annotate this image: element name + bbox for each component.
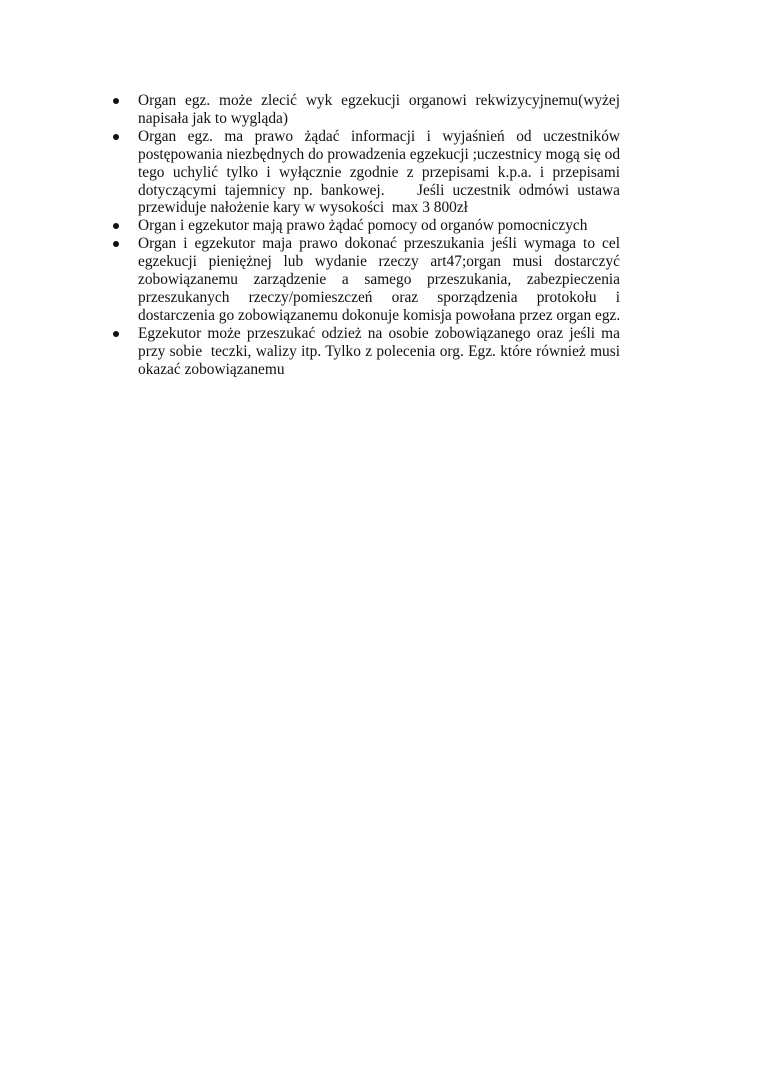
- bullet-icon: [113, 331, 119, 337]
- bullet-icon: [113, 98, 119, 104]
- text-line: dostarczenia go zobowiązanemu dokonuje komisja powołana przez organ egz.: [138, 306, 620, 324]
- text-line: Organ egz. ma prawo żądać informacji i wyjaśnień od uczestników: [138, 127, 620, 145]
- bullet-list: [112, 92, 620, 379]
- text-line: dotyczącymi tajemnicy np. bankowej. Jeśli uczestnik odmówi ustawa: [138, 181, 620, 199]
- bullet-icon: [113, 134, 119, 140]
- list-item: [112, 128, 620, 218]
- text-line: egzekucji pieniężnej lub wydanie rzeczy art47;organ musi dostarczyć: [138, 253, 620, 271]
- text-line: Organ i egzekutor mają prawo żądać pomocy od organów pomocniczych: [138, 217, 588, 235]
- text-line: przeszukanych rzeczy/pomieszczeń oraz sporządzenia protokołu i: [138, 288, 620, 306]
- list-item: [112, 92, 620, 128]
- text-line: Egzekutor może przeszukać odzież na osobie zobowiązanego oraz jeśli ma: [138, 324, 620, 342]
- text-line: przy sobie teczki, walizy itp. Tylko z polecenia org. Egz. które również musi: [138, 342, 620, 360]
- bullet-icon: [113, 223, 119, 229]
- text-line: napisała jak to wygląda): [138, 109, 289, 127]
- text-line: Organ i egzekutor maja prawo dokonać przeszukania jeśli wymaga to cel: [138, 235, 620, 253]
- text-line: postępowania niezbędnych do prowadzenia egzekucji ;uczestnicy mogą się od: [138, 145, 620, 163]
- text-line: przewiduje nałożenie kary w wysokości max 3 800zł: [138, 199, 468, 217]
- text-line: tego uchylić tylko i wyłącznie zgodnie z przepisami k.p.a. i przepisami: [138, 163, 620, 181]
- list-item: [112, 235, 620, 325]
- text-line: Organ egz. może zlecić wyk egzekucji organowi rekwizycyjnemu(wyżej: [138, 92, 620, 109]
- text-line: okazać zobowiązanemu: [138, 360, 285, 378]
- list-item: [112, 217, 620, 235]
- text-line: zobowiązanemu zarządzenie a samego przeszukania, zabezpieczenia: [138, 271, 620, 289]
- list-item: [112, 325, 620, 379]
- bullet-icon: [113, 241, 119, 247]
